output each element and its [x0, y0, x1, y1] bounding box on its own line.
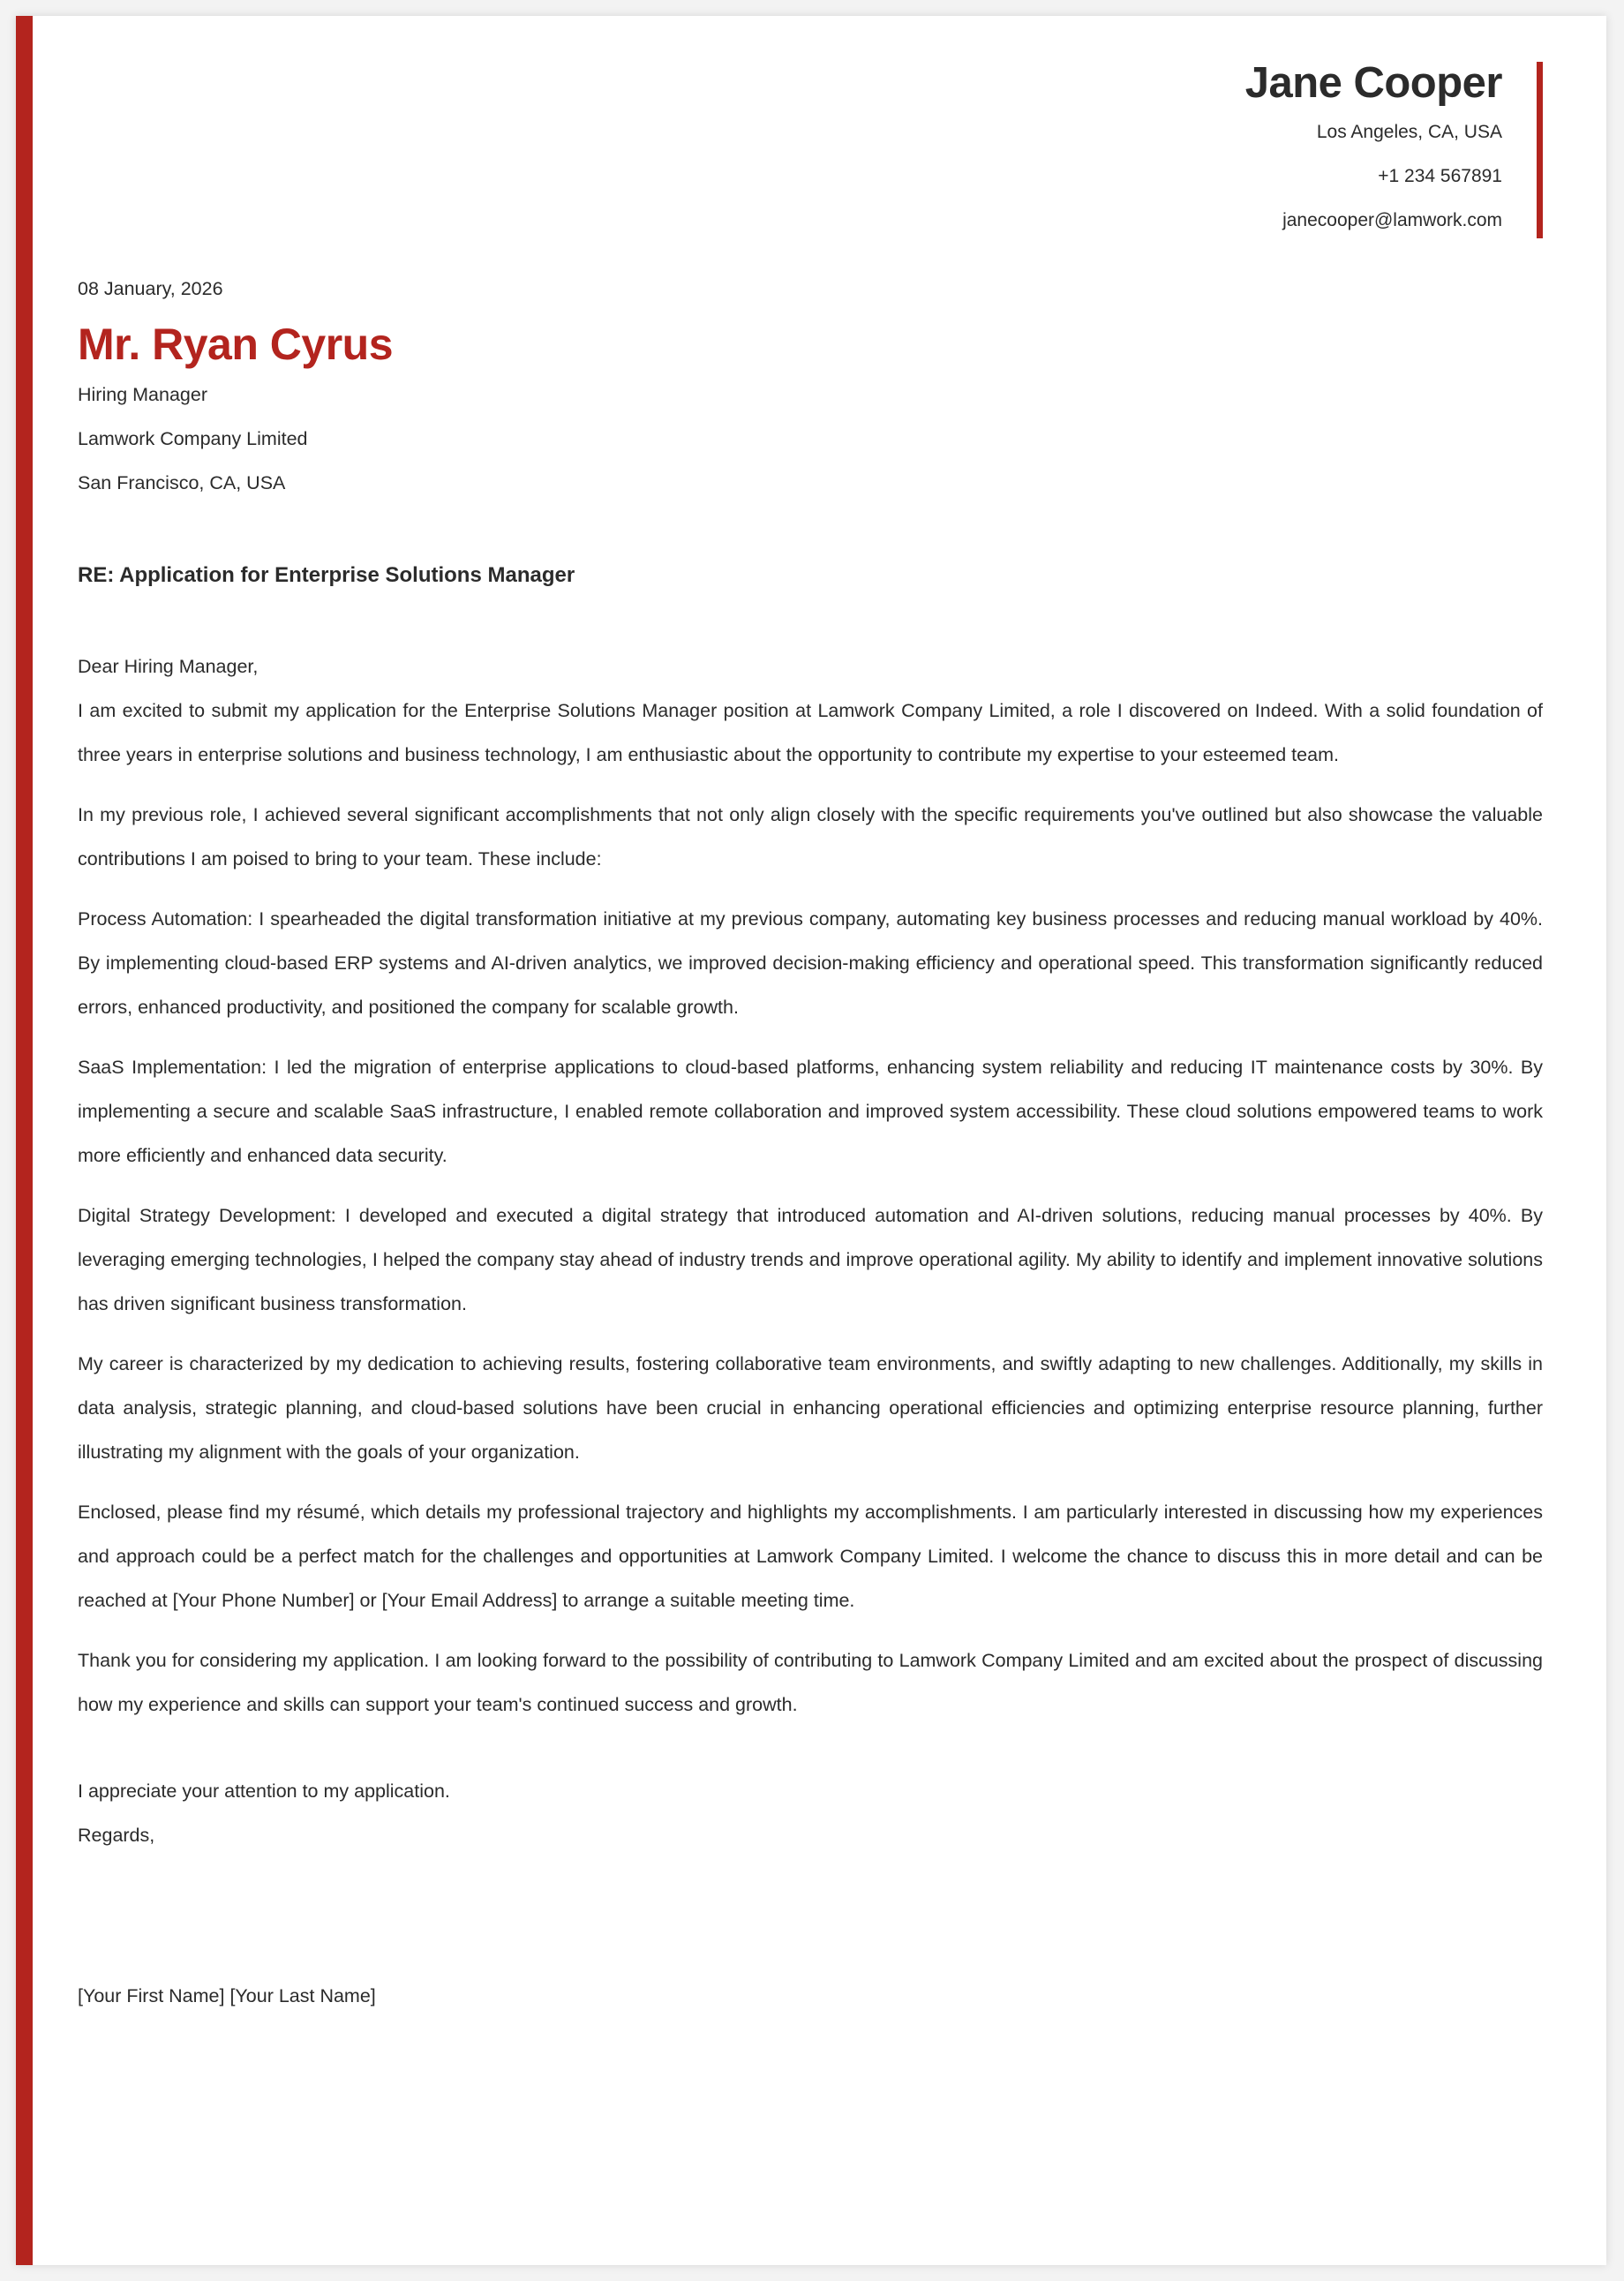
- recipient-name: Mr. Ryan Cyrus: [78, 320, 394, 369]
- left-accent-bar: [16, 16, 33, 2265]
- recipient-company: Lamwork Company Limited: [78, 428, 308, 449]
- closing-line: I appreciate your attention to my application.: [78, 1780, 450, 1802]
- sender-name: Jane Cooper: [1244, 59, 1502, 107]
- paragraph-process-automation: Process Automation: I spearheaded the digital transformation initiative at my previous company, automating key business processes and reducing manual workload by 40%. By implementing cloud-based ERP systems and AI-driven analytics, we improved decision-making efficiency and operational speed. This transformation significantly reduced errors, enhanced productivity, and positioned the company for scalable growth.: [78, 908, 1543, 1018]
- sender-location: Los Angeles, CA, USA: [1316, 122, 1502, 143]
- recipient-title: Hiring Manager: [78, 384, 207, 405]
- paragraph-enclosure: Enclosed, please find my résumé, which details my professional trajectory and highlights my accomplishments. I am particularly interested in discussing how my experiences and approach could be a perfect match for the challenges and opportunities at Lamwork Company Limited. I welcome the chance to discuss this in more detail and can be reached at [Your Phone Number] or [Your Email Address] to arrange a suitable meeting time.: [78, 1502, 1543, 1611]
- sender-email: janecooper@lamwork.com: [1282, 210, 1502, 231]
- salutation: Dear Hiring Manager,: [78, 656, 259, 677]
- paragraph-career-summary: My career is characterized by my dedication to achieving results, fostering collaborative team environments, and swiftly adapting to new challenges. Additionally, my skills in data analysis, strategic planning, and cloud-based solutions have been crucial in enhancing operational efficiencies and optimizing enterprise resource planning, further illustrating my alignment with the goals of your organization.: [78, 1353, 1543, 1463]
- sender-phone: +1 234 567891: [1378, 166, 1502, 187]
- letter-body: [78, 267, 1543, 2018]
- recipient-location: San Francisco, CA, USA: [78, 472, 286, 493]
- closing-regards: Regards,: [78, 1825, 155, 1846]
- paragraph-saas-implementation: SaaS Implementation: I led the migration of enterprise applications to cloud-based platforms, enhancing system reliability and reducing IT maintenance costs by 30%. By implementing a secure and scalable SaaS infrastructure, I enabled remote collaboration and improved system accessibility. These cloud solutions empowered teams to work more efficiently and enhanced data security.: [78, 1057, 1543, 1166]
- letter-date: 08 January, 2026: [78, 278, 223, 299]
- paragraph-intro: I am excited to submit my application for the Enterprise Solutions Manager position at Lamwork Company Limited, a role I discovered on Indeed. With a solid foundation of three years in enterprise solutions and business technology, I am enthusiastic about the opportunity to contribute my expertise to your esteemed team.: [78, 700, 1543, 765]
- paragraph-digital-strategy: Digital Strategy Development: I developed and executed a digital strategy that introduced automation and AI-driven solutions, reducing manual processes by 40%. By leveraging emerging technologies, I helped the company stay ahead of industry trends and improve operational agility. My ability to identify and implement innovative solutions has driven significant business transformation.: [78, 1205, 1543, 1314]
- closing-block: [78, 1769, 1543, 2018]
- recipient-block: [78, 316, 1543, 505]
- signature-name: [Your First Name] [Your Last Name]: [78, 1985, 376, 2006]
- paragraph-accomplishments-lead: In my previous role, I achieved several significant accomplishments that not only align closely with the specific requirements you've outlined but also showcase the valuable contributions I am poised to bring to your team. These include:: [78, 804, 1543, 869]
- paragraph-thanks: Thank you for considering my application. I am looking forward to the possibility of contributing to Lamwork Company Limited and am excited about the prospect of discussing how my experience and skills can support your team's continued success and growth.: [78, 1650, 1543, 1715]
- letter-page: [16, 16, 1606, 2265]
- sender-block: [1245, 56, 1502, 243]
- sender-accent-rule: [1537, 62, 1543, 238]
- subject-line: RE: Application for Enterprise Solutions Manager: [78, 563, 575, 587]
